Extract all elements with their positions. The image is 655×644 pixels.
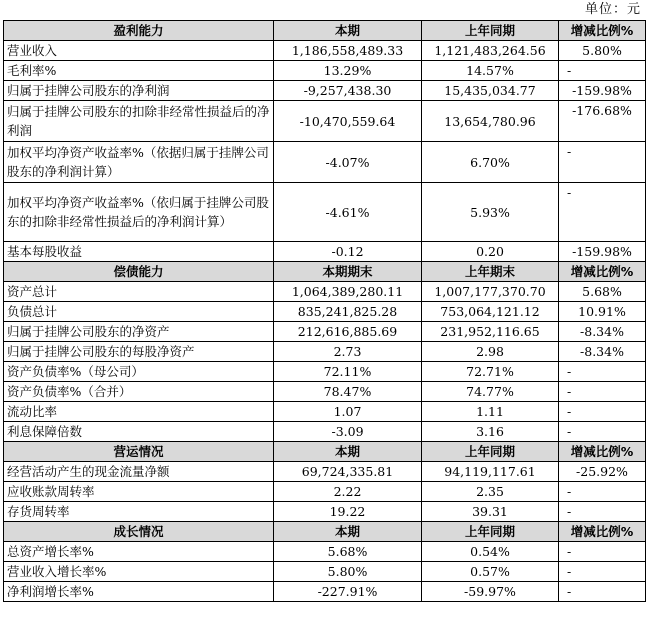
- section-header-solvency: [4, 262, 646, 282]
- change-value: -: [559, 142, 646, 183]
- header-cell: 本期: [274, 442, 422, 462]
- current-value: 19.22: [274, 502, 422, 522]
- change-value: -25.92%: [559, 462, 646, 482]
- prior-value: 39.31: [422, 502, 559, 522]
- prior-value: 3.16: [422, 422, 559, 442]
- prior-value: 753,064,121.12: [422, 302, 559, 322]
- header-cell: 盈利能力: [4, 21, 274, 41]
- row-label: 基本每股收益: [4, 242, 274, 262]
- header-cell: 本期期末: [274, 262, 422, 282]
- section-header-growth: [4, 522, 646, 542]
- table-row: [4, 342, 646, 362]
- table-row: [4, 183, 646, 242]
- change-value: -8.34%: [559, 342, 646, 362]
- row-label: 营业收入增长率%: [4, 562, 274, 582]
- prior-value: 1,007,177,370.70: [422, 282, 559, 302]
- header-cell: 上年同期: [422, 522, 559, 542]
- current-value: 2.73: [274, 342, 422, 362]
- change-value: -: [559, 61, 646, 81]
- change-value: 5.68%: [559, 282, 646, 302]
- row-label: 流动比率: [4, 402, 274, 422]
- table-row: [4, 562, 646, 582]
- unit-label: 单位：元: [584, 2, 641, 17]
- change-value: -: [559, 362, 646, 382]
- prior-value: 72.71%: [422, 362, 559, 382]
- header-cell: 增减比例%: [559, 442, 646, 462]
- current-value: 1,186,558,489.33: [274, 41, 422, 61]
- current-value: -0.12: [274, 242, 422, 262]
- financial-indicators-table: [3, 20, 646, 602]
- table-row: [4, 282, 646, 302]
- row-label: 应收账款周转率: [4, 482, 274, 502]
- table-row: [4, 242, 646, 262]
- change-value: -: [559, 422, 646, 442]
- change-value: 10.91%: [559, 302, 646, 322]
- table-row: [4, 61, 646, 81]
- change-value: -176.68%: [559, 101, 646, 142]
- table-row: [4, 402, 646, 422]
- header-cell: 本期: [274, 21, 422, 41]
- header-cell: 上年期末: [422, 262, 559, 282]
- change-value: -: [559, 502, 646, 522]
- change-value: -: [559, 402, 646, 422]
- change-value: -159.98%: [559, 242, 646, 262]
- table-row: [4, 502, 646, 522]
- change-value: -159.98%: [559, 81, 646, 101]
- header-cell: 本期: [274, 522, 422, 542]
- header-cell: 增减比例%: [559, 522, 646, 542]
- prior-value: 0.57%: [422, 562, 559, 582]
- header-cell: 上年同期: [422, 21, 559, 41]
- row-label: 净利润增长率%: [4, 582, 274, 602]
- table-row: [4, 422, 646, 442]
- row-label: 加权平均净资产收益率%（依归属于挂牌公司股东的扣除非经常性损益后的净利润计算）: [4, 183, 274, 242]
- prior-value: 94,119,117.61: [422, 462, 559, 482]
- header-cell: 上年同期: [422, 442, 559, 462]
- change-value: -: [559, 562, 646, 582]
- current-value: -4.61%: [274, 183, 422, 242]
- current-value: 1,064,389,280.11: [274, 282, 422, 302]
- section-header-profitability: [4, 21, 646, 41]
- prior-value: -59.97%: [422, 582, 559, 602]
- change-value: -: [559, 582, 646, 602]
- row-label: 归属于挂牌公司股东的净资产: [4, 322, 274, 342]
- prior-value: 2.35: [422, 482, 559, 502]
- table-row: [4, 142, 646, 183]
- table-row: [4, 462, 646, 482]
- table-row: [4, 101, 646, 142]
- header-cell: 营运情况: [4, 442, 274, 462]
- header-cell: 增减比例%: [559, 262, 646, 282]
- current-value: 78.47%: [274, 382, 422, 402]
- current-value: 1.07: [274, 402, 422, 422]
- current-value: 5.80%: [274, 562, 422, 582]
- current-value: 2.22: [274, 482, 422, 502]
- prior-value: 74.77%: [422, 382, 559, 402]
- current-value: -4.07%: [274, 142, 422, 183]
- table-row: [4, 382, 646, 402]
- change-value: -: [559, 183, 646, 242]
- table-row: [4, 322, 646, 342]
- header-cell: 增减比例%: [559, 21, 646, 41]
- current-value: 69,724,335.81: [274, 462, 422, 482]
- row-label: 归属于挂牌公司股东的每股净资产: [4, 342, 274, 362]
- current-value: -227.91%: [274, 582, 422, 602]
- row-label: 资产负债率%（合并）: [4, 382, 274, 402]
- prior-value: 5.93%: [422, 183, 559, 242]
- header-cell: 偿债能力: [4, 262, 274, 282]
- row-label: 营业收入: [4, 41, 274, 61]
- current-value: 835,241,825.28: [274, 302, 422, 322]
- change-value: -: [559, 482, 646, 502]
- change-value: 5.80%: [559, 41, 646, 61]
- prior-value: 0.54%: [422, 542, 559, 562]
- section-header-operations: [4, 442, 646, 462]
- row-label: 加权平均净资产收益率%（依据归属于挂牌公司股东的净利润计算）: [4, 142, 274, 183]
- row-label: 总资产增长率%: [4, 542, 274, 562]
- change-value: -8.34%: [559, 322, 646, 342]
- row-label: 归属于挂牌公司股东的净利润: [4, 81, 274, 101]
- current-value: 72.11%: [274, 362, 422, 382]
- header-cell: 成长情况: [4, 522, 274, 542]
- table-row: [4, 41, 646, 61]
- row-label: 归属于挂牌公司股东的扣除非经常性损益后的净利润: [4, 101, 274, 142]
- row-label: 负债总计: [4, 302, 274, 322]
- row-label: 毛利率%: [4, 61, 274, 81]
- prior-value: 15,435,034.77: [422, 81, 559, 101]
- current-value: -10,470,559.64: [274, 101, 422, 142]
- table-row: [4, 542, 646, 562]
- current-value: 13.29%: [274, 61, 422, 81]
- change-value: -: [559, 382, 646, 402]
- prior-value: 1,121,483,264.56: [422, 41, 559, 61]
- prior-value: 1.11: [422, 402, 559, 422]
- current-value: 212,616,885.69: [274, 322, 422, 342]
- table-row: [4, 81, 646, 101]
- prior-value: 0.20: [422, 242, 559, 262]
- prior-value: 14.57%: [422, 61, 559, 81]
- prior-value: 6.70%: [422, 142, 559, 183]
- change-value: -: [559, 542, 646, 562]
- row-label: 利息保障倍数: [4, 422, 274, 442]
- current-value: -9,257,438.30: [274, 81, 422, 101]
- table-row: [4, 482, 646, 502]
- current-value: -3.09: [274, 422, 422, 442]
- table-row: [4, 362, 646, 382]
- prior-value: 231,952,116.65: [422, 322, 559, 342]
- table-row: [4, 582, 646, 602]
- table-row: [4, 302, 646, 322]
- row-label: 存货周转率: [4, 502, 274, 522]
- row-label: 资产负债率%（母公司）: [4, 362, 274, 382]
- current-value: 5.68%: [274, 542, 422, 562]
- prior-value: 13,654,780.96: [422, 101, 559, 142]
- row-label: 经营活动产生的现金流量净额: [4, 462, 274, 482]
- row-label: 资产总计: [4, 282, 274, 302]
- prior-value: 2.98: [422, 342, 559, 362]
